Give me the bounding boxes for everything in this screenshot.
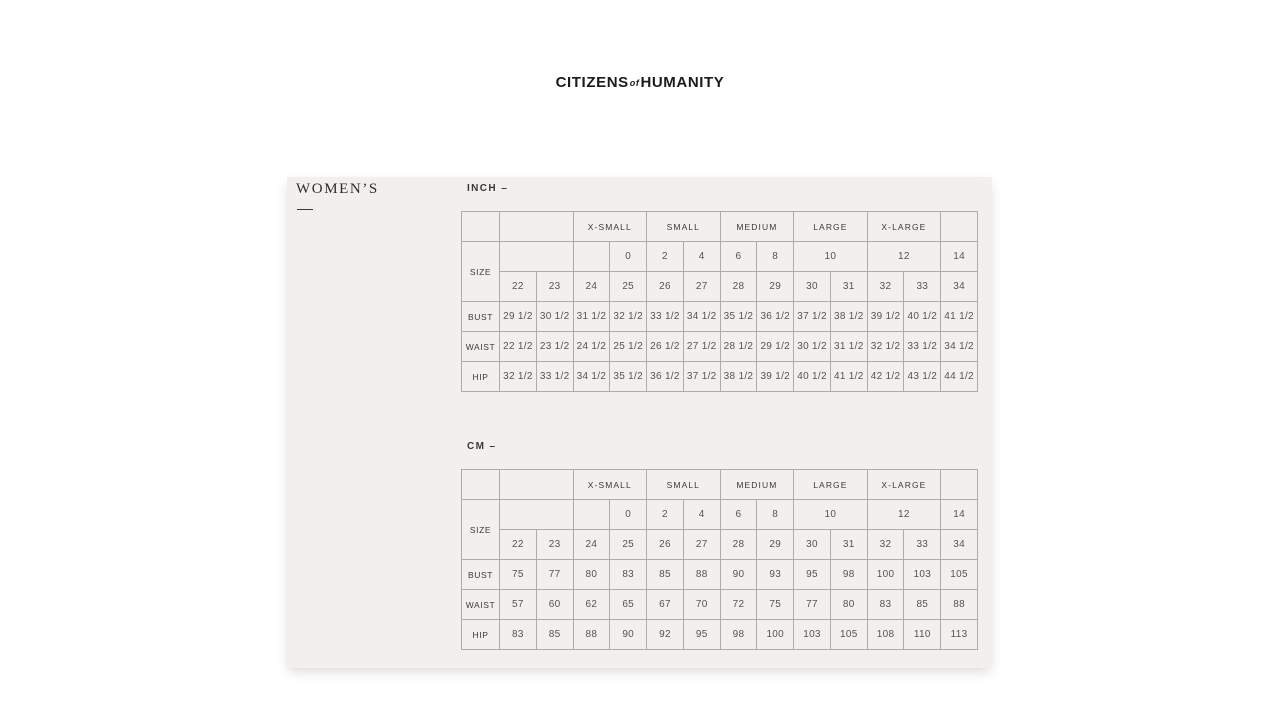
intl-size-cell: 28 bbox=[720, 272, 757, 302]
waist-value-cell: 88 bbox=[941, 590, 978, 620]
intl-size-cell: 22 bbox=[500, 530, 537, 560]
bust-value-cell: 35 1/2 bbox=[720, 302, 757, 332]
size-row-label-cell: SIZE bbox=[462, 500, 500, 560]
intl-size-cell: 27 bbox=[683, 530, 720, 560]
us-size-cell: 0 bbox=[610, 500, 647, 530]
intl-size-cell: 31 bbox=[830, 272, 867, 302]
waist-value-cell: 70 bbox=[683, 590, 720, 620]
brand-word-of: of bbox=[629, 78, 640, 88]
us-size-cell: 10 bbox=[794, 242, 868, 272]
bust-value-cell: 37 1/2 bbox=[794, 302, 831, 332]
bust-value-cell: 90 bbox=[720, 560, 757, 590]
bust-value-cell: 32 1/2 bbox=[610, 302, 647, 332]
bust-value-cell: 88 bbox=[683, 560, 720, 590]
intl-size-cell: 30 bbox=[794, 530, 831, 560]
intl-size-cell: 22 bbox=[500, 272, 537, 302]
waist-value-cell: 65 bbox=[610, 590, 647, 620]
size-group-header-cell: MEDIUM bbox=[720, 212, 794, 242]
bust-value-cell: 95 bbox=[794, 560, 831, 590]
cm-size-table bbox=[461, 469, 978, 650]
cm-size-table-holder bbox=[461, 469, 978, 650]
hip-value-cell: 43 1/2 bbox=[904, 362, 941, 392]
waist-row-label-cell: WAIST bbox=[462, 332, 500, 362]
size-group-header-cell: SMALL bbox=[647, 212, 721, 242]
us-size-cell: 8 bbox=[757, 500, 794, 530]
hip-value-cell: 100 bbox=[757, 620, 794, 650]
cm-section bbox=[461, 441, 978, 650]
us-size-cell: 2 bbox=[647, 500, 684, 530]
waist-value-cell: 60 bbox=[536, 590, 573, 620]
inch-size-table-holder bbox=[461, 211, 978, 392]
hip-value-cell: 38 1/2 bbox=[720, 362, 757, 392]
us-size-cell: 0 bbox=[610, 242, 647, 272]
bust-value-cell: 34 1/2 bbox=[683, 302, 720, 332]
us-size-cell bbox=[573, 242, 610, 272]
bust-value-cell: 93 bbox=[757, 560, 794, 590]
intl-size-cell: 34 bbox=[941, 272, 978, 302]
intl-size-cell: 27 bbox=[683, 272, 720, 302]
intl-size-cell: 32 bbox=[867, 272, 904, 302]
waist-value-cell: 72 bbox=[720, 590, 757, 620]
intl-size-cell: 31 bbox=[830, 530, 867, 560]
bust-value-cell: 31 1/2 bbox=[573, 302, 610, 332]
hip-value-cell: 44 1/2 bbox=[941, 362, 978, 392]
hip-value-cell: 103 bbox=[794, 620, 831, 650]
hip-value-cell: 83 bbox=[500, 620, 537, 650]
us-size-cell bbox=[573, 500, 610, 530]
waist-value-cell: 26 1/2 bbox=[647, 332, 684, 362]
waist-value-cell: 22 1/2 bbox=[500, 332, 537, 362]
us-size-cell: 4 bbox=[683, 500, 720, 530]
size-group-header-cell bbox=[941, 212, 978, 242]
hip-value-cell: 105 bbox=[830, 620, 867, 650]
bust-value-cell: 83 bbox=[610, 560, 647, 590]
hip-value-cell: 34 1/2 bbox=[573, 362, 610, 392]
hip-value-cell: 110 bbox=[904, 620, 941, 650]
waist-value-cell: 77 bbox=[794, 590, 831, 620]
bust-value-cell: 39 1/2 bbox=[867, 302, 904, 332]
size-group-header-cell bbox=[500, 212, 574, 242]
intl-size-cell: 32 bbox=[867, 530, 904, 560]
waist-value-cell: 24 1/2 bbox=[573, 332, 610, 362]
size-group-header-cell: X-SMALL bbox=[573, 212, 647, 242]
intl-size-cell: 29 bbox=[757, 272, 794, 302]
size-group-header-cell: MEDIUM bbox=[720, 470, 794, 500]
waist-value-cell: 67 bbox=[647, 590, 684, 620]
us-size-cell bbox=[500, 500, 574, 530]
waist-value-cell: 57 bbox=[500, 590, 537, 620]
size-guide-panel bbox=[287, 177, 992, 668]
intl-size-cell: 25 bbox=[610, 272, 647, 302]
hip-value-cell: 41 1/2 bbox=[830, 362, 867, 392]
hip-value-cell: 40 1/2 bbox=[794, 362, 831, 392]
hip-value-cell: 35 1/2 bbox=[610, 362, 647, 392]
hip-value-cell: 32 1/2 bbox=[500, 362, 537, 392]
waist-value-cell: 62 bbox=[573, 590, 610, 620]
us-size-cell: 14 bbox=[941, 242, 978, 272]
bust-value-cell: 77 bbox=[536, 560, 573, 590]
us-size-cell: 2 bbox=[647, 242, 684, 272]
hip-value-cell: 33 1/2 bbox=[536, 362, 573, 392]
bust-value-cell: 80 bbox=[573, 560, 610, 590]
us-size-cell: 6 bbox=[720, 500, 757, 530]
intl-size-cell: 29 bbox=[757, 530, 794, 560]
intl-size-cell: 23 bbox=[536, 272, 573, 302]
bust-value-cell: 105 bbox=[941, 560, 978, 590]
size-group-header-cell bbox=[941, 470, 978, 500]
waist-value-cell: 80 bbox=[830, 590, 867, 620]
intl-size-cell: 26 bbox=[647, 530, 684, 560]
intl-size-cell: 24 bbox=[573, 272, 610, 302]
intl-size-cell: 33 bbox=[904, 272, 941, 302]
hip-value-cell: 95 bbox=[683, 620, 720, 650]
bust-value-cell: 103 bbox=[904, 560, 941, 590]
waist-value-cell: 34 1/2 bbox=[941, 332, 978, 362]
inch-size-table bbox=[461, 211, 978, 392]
brand-word-humanity: HUMANITY bbox=[640, 74, 725, 91]
intl-size-cell: 33 bbox=[904, 530, 941, 560]
hip-value-cell: 92 bbox=[647, 620, 684, 650]
hip-value-cell: 36 1/2 bbox=[647, 362, 684, 392]
waist-value-cell: 30 1/2 bbox=[794, 332, 831, 362]
size-group-header-cell: LARGE bbox=[794, 470, 868, 500]
waist-value-cell: 83 bbox=[867, 590, 904, 620]
size-group-header-cell: SMALL bbox=[647, 470, 721, 500]
size-group-header-cell: X-LARGE bbox=[867, 470, 941, 500]
waist-row-label-cell: WAIST bbox=[462, 590, 500, 620]
intl-size-cell: 28 bbox=[720, 530, 757, 560]
title-underline-dash bbox=[297, 209, 313, 210]
size-group-header-cell: LARGE bbox=[794, 212, 868, 242]
us-size-cell: 6 bbox=[720, 242, 757, 272]
bust-value-cell: 98 bbox=[830, 560, 867, 590]
brand-word-citizens: CITIZENS bbox=[555, 74, 629, 91]
bust-value-cell: 40 1/2 bbox=[904, 302, 941, 332]
hip-row-label-cell: HIP bbox=[462, 620, 500, 650]
hip-value-cell: 37 1/2 bbox=[683, 362, 720, 392]
bust-value-cell: 100 bbox=[867, 560, 904, 590]
waist-value-cell: 85 bbox=[904, 590, 941, 620]
hip-value-cell: 113 bbox=[941, 620, 978, 650]
waist-value-cell: 31 1/2 bbox=[830, 332, 867, 362]
waist-value-cell: 23 1/2 bbox=[536, 332, 573, 362]
bust-value-cell: 38 1/2 bbox=[830, 302, 867, 332]
size-group-header-cell bbox=[462, 470, 500, 500]
inch-section-heading: INCH – bbox=[467, 183, 509, 194]
size-group-header-cell: X-SMALL bbox=[573, 470, 647, 500]
waist-value-cell: 25 1/2 bbox=[610, 332, 647, 362]
hip-row-label-cell: HIP bbox=[462, 362, 500, 392]
intl-size-cell: 23 bbox=[536, 530, 573, 560]
hip-value-cell: 98 bbox=[720, 620, 757, 650]
inch-section bbox=[461, 183, 978, 392]
waist-value-cell: 75 bbox=[757, 590, 794, 620]
size-group-header-cell bbox=[462, 212, 500, 242]
bust-row-label-cell: BUST bbox=[462, 560, 500, 590]
us-size-cell: 10 bbox=[794, 500, 868, 530]
us-size-cell bbox=[500, 242, 574, 272]
intl-size-cell: 34 bbox=[941, 530, 978, 560]
size-group-header-cell: X-LARGE bbox=[867, 212, 941, 242]
brand-logo bbox=[0, 74, 1280, 92]
bust-value-cell: 33 1/2 bbox=[647, 302, 684, 332]
hip-value-cell: 42 1/2 bbox=[867, 362, 904, 392]
bust-value-cell: 30 1/2 bbox=[536, 302, 573, 332]
intl-size-cell: 25 bbox=[610, 530, 647, 560]
hip-value-cell: 85 bbox=[536, 620, 573, 650]
waist-value-cell: 28 1/2 bbox=[720, 332, 757, 362]
intl-size-cell: 26 bbox=[647, 272, 684, 302]
us-size-cell: 8 bbox=[757, 242, 794, 272]
bust-value-cell: 36 1/2 bbox=[757, 302, 794, 332]
intl-size-cell: 30 bbox=[794, 272, 831, 302]
hip-value-cell: 88 bbox=[573, 620, 610, 650]
size-row-label-cell: SIZE bbox=[462, 242, 500, 302]
bust-value-cell: 75 bbox=[500, 560, 537, 590]
waist-value-cell: 33 1/2 bbox=[904, 332, 941, 362]
intl-size-cell: 24 bbox=[573, 530, 610, 560]
us-size-cell: 12 bbox=[867, 242, 941, 272]
us-size-cell: 4 bbox=[683, 242, 720, 272]
hip-value-cell: 108 bbox=[867, 620, 904, 650]
waist-value-cell: 29 1/2 bbox=[757, 332, 794, 362]
hip-value-cell: 90 bbox=[610, 620, 647, 650]
bust-value-cell: 85 bbox=[647, 560, 684, 590]
cm-section-heading: CM – bbox=[467, 441, 497, 452]
bust-value-cell: 29 1/2 bbox=[500, 302, 537, 332]
brand-logo-text bbox=[556, 74, 725, 91]
waist-value-cell: 32 1/2 bbox=[867, 332, 904, 362]
size-group-header-cell bbox=[500, 470, 574, 500]
bust-value-cell: 41 1/2 bbox=[941, 302, 978, 332]
waist-value-cell: 27 1/2 bbox=[683, 332, 720, 362]
hip-value-cell: 39 1/2 bbox=[757, 362, 794, 392]
category-title: WOMEN’S bbox=[296, 181, 379, 197]
us-size-cell: 14 bbox=[941, 500, 978, 530]
bust-row-label-cell: BUST bbox=[462, 302, 500, 332]
us-size-cell: 12 bbox=[867, 500, 941, 530]
